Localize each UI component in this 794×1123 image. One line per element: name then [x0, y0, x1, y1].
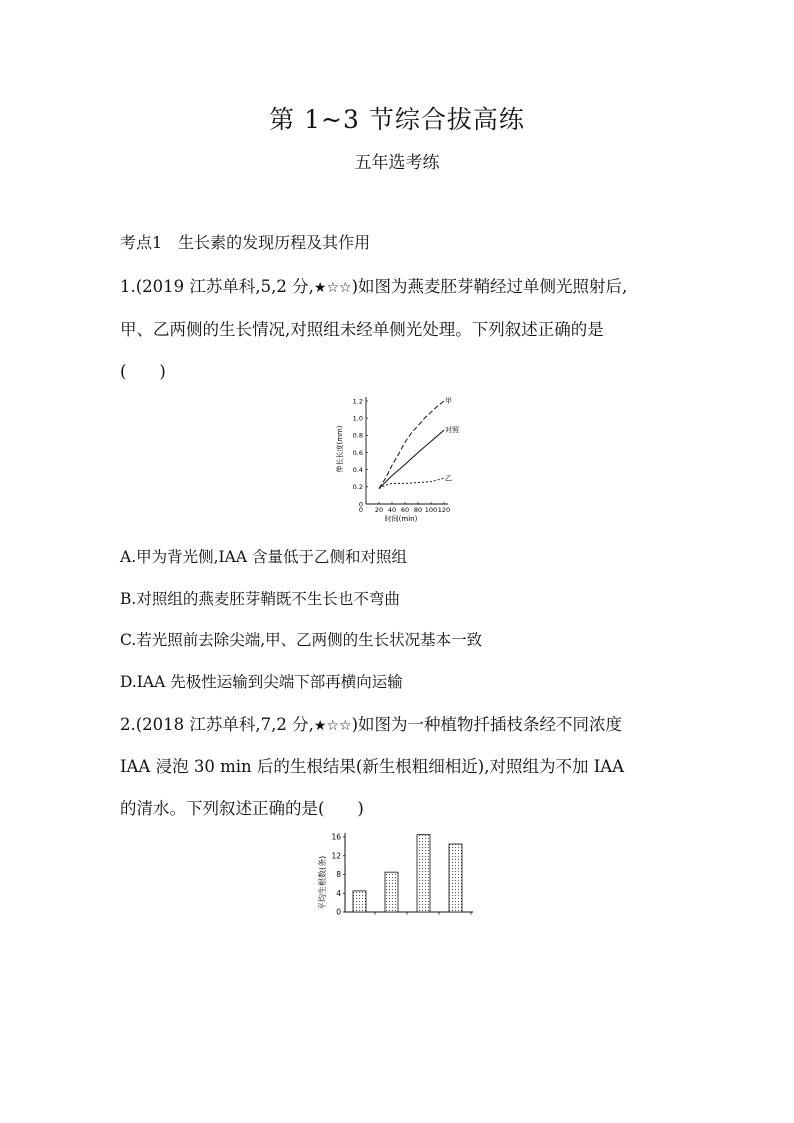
- q1-xtick-label: 60: [400, 506, 410, 514]
- q1-ytick-label: 0.8: [352, 431, 363, 440]
- q1-option-d: D.IAA 先极性运输到尖端下部再横向运输: [120, 673, 403, 691]
- q1-series-line: [379, 401, 444, 489]
- q2-ytick-label: 0: [336, 907, 341, 917]
- q1-ytick-label: 0.6: [352, 448, 363, 457]
- q1-stem-line1: [120, 273, 627, 297]
- q1-xtick-label: 20: [374, 506, 384, 514]
- q1-ytick-label: 0.2: [352, 483, 363, 492]
- q1-ytick-label: 1.2: [352, 397, 363, 406]
- q2-ytick-label: 4: [336, 888, 341, 898]
- q2-chart-ylabel: 平均生根数(条): [318, 855, 327, 910]
- q2-bar: [385, 872, 398, 912]
- q1-xtick-label: 100: [424, 506, 438, 514]
- q1-option-a: A.甲为背光侧,IAA 含量低于乙侧和对照组: [120, 548, 407, 566]
- page-title: 第 1~3 节综合拔高练: [269, 105, 525, 134]
- q2-stem-post: )如图为一种植物扦插枝条经不同浓度: [351, 715, 622, 734]
- q1-chart-axes: [366, 397, 448, 504]
- q1-stem-pre: 1.(2019 江苏单科,5,2 分,: [120, 277, 314, 296]
- q1-stem-post: )如图为燕麦胚芽鞘经过单侧光照射后,: [351, 277, 628, 296]
- q1-option-b: B.对照组的燕麦胚芽鞘既不生长也不弯曲: [120, 590, 400, 608]
- section-heading: 考点1 生长素的发现历程及其作用: [120, 233, 371, 252]
- q2-bar: [353, 891, 366, 912]
- q1-chart-ylabel: 伸长长度(mm): [336, 425, 344, 473]
- q2-difficulty-stars: ★☆☆: [313, 718, 352, 734]
- q1-chart-xlabel: 时间(min): [384, 515, 418, 523]
- q1-series-line: [379, 478, 444, 488]
- q1-xtick-label: 80: [413, 506, 423, 514]
- q1-series-line: [379, 430, 444, 488]
- page-subtitle: 五年选考练: [354, 153, 440, 173]
- q1-series-label: 乙: [445, 474, 452, 483]
- q2-bar: [417, 835, 430, 912]
- q2-stem-pre: 2.(2018 江苏单科,7,2 分,: [120, 715, 314, 734]
- q1-ytick-label: 0.4: [352, 465, 363, 474]
- q2-ytick-label: 8: [336, 870, 341, 879]
- q1-stem-line2: 甲、乙两侧的生长情况,对照组未经单侧光处理。下列叙述正确的是: [120, 320, 604, 339]
- q1-ytick-label: 1.0: [352, 414, 363, 423]
- q2-ytick-label: 12: [331, 851, 341, 861]
- q1-xtick-label: 40: [387, 506, 397, 514]
- q2-bar: [449, 844, 462, 912]
- q1-series-label: 甲: [445, 397, 452, 405]
- q1-difficulty-stars: ★☆☆: [313, 280, 352, 296]
- q1-series-label: 对照: [445, 426, 459, 435]
- q1-ytick-label: 0: [358, 500, 363, 509]
- q1-xtick-label: 120: [437, 506, 451, 514]
- q1-option-c: C.若光照前去除尖端,甲、乙两侧的生长状况基本一致: [120, 631, 483, 649]
- q2-ytick-label: 16: [331, 832, 341, 842]
- q2-bar-chart: [310, 828, 480, 923]
- q2-stem-line2: IAA 浸泡 30 min 后的生根结果(新生根粗细相近),对照组为不加 IAA: [120, 757, 625, 776]
- q2-stem-line1: [120, 711, 622, 735]
- q1-line-chart: [330, 390, 460, 530]
- q1-answer-blank: ( ): [120, 362, 166, 381]
- q1-origin-label: 0: [358, 506, 363, 514]
- q2-stem-line3: 的清水。下列叙述正确的是( ): [120, 799, 364, 818]
